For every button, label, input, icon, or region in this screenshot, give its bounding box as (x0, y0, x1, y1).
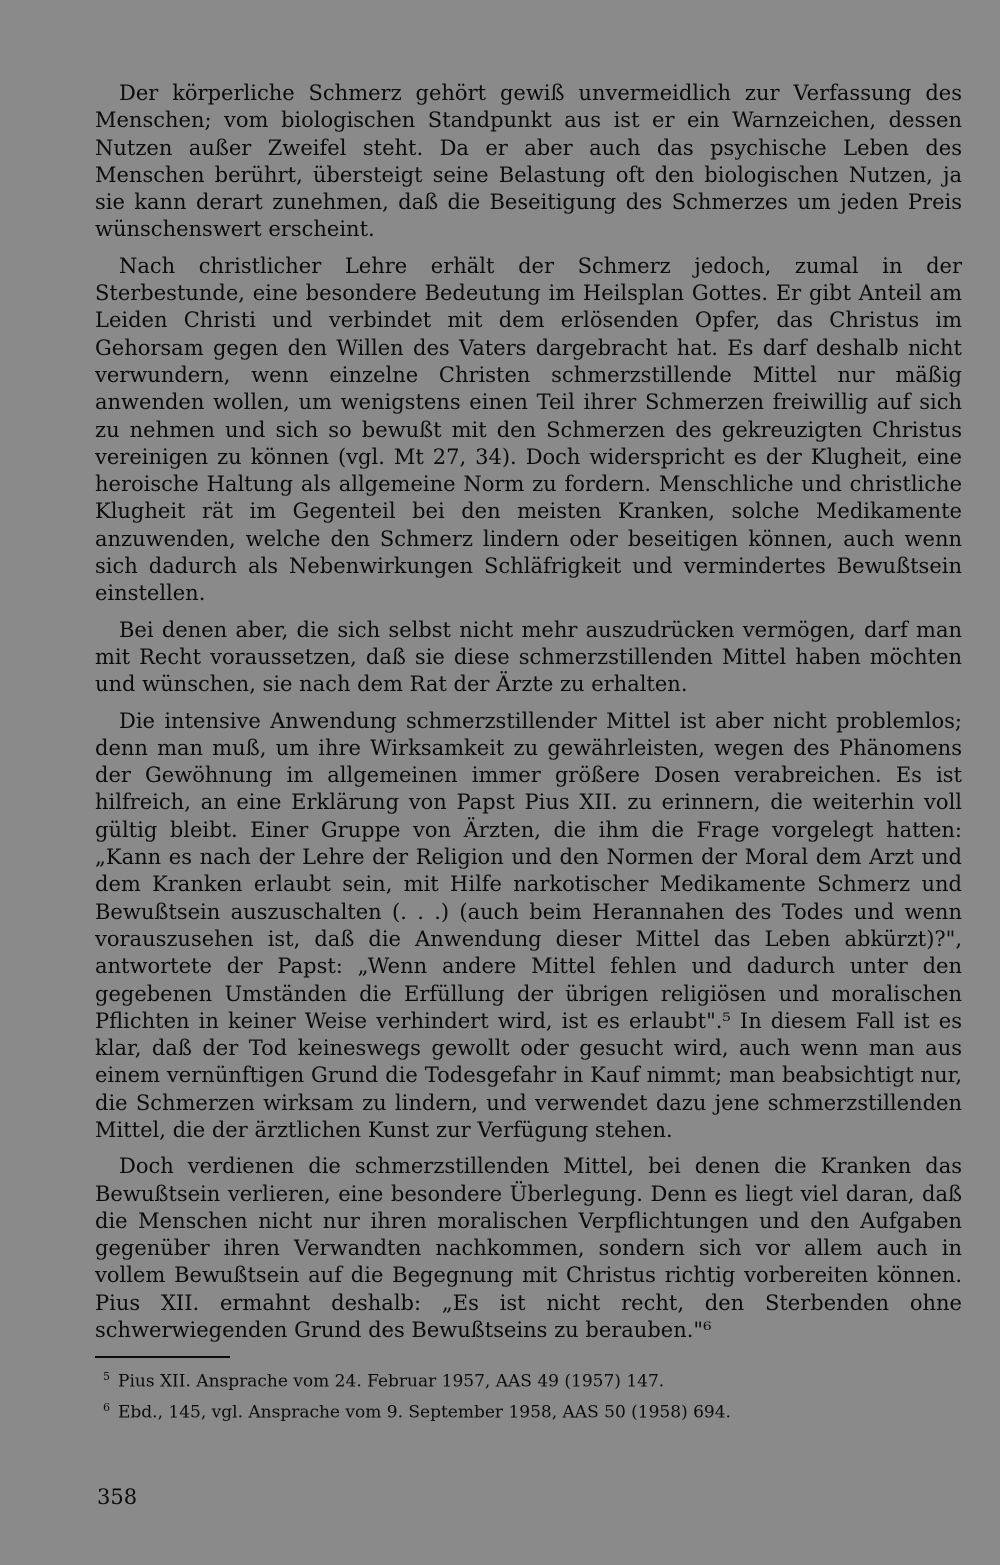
footnote-5 (103, 1364, 962, 1395)
footnote-divider (95, 1356, 230, 1358)
footnote-6 (103, 1395, 962, 1426)
page-body (95, 80, 962, 1426)
footnote-mark: 6 (103, 1401, 110, 1415)
paragraph-4: Die intensive Anwendung schmerzstillender Mittel ist aber nicht problemlos; denn man muß, um ihre Wirksamkeit zu gewährleisten, wegen des Phänomens der Gewöhnung im allgemeinen immer größere Dosen verabreichen. Es ist hilfreich, an eine Erklärung von Papst Pius XII. zu erinnern, die weiterhin voll gültig bleibt. Einer Gruppe von Ärzten, die ihm die Frage vorgelegt hatten: „Kann es nach der Lehre der Religion und den Normen der Moral dem Arzt und dem Kranken erlaubt sein, mit Hilfe narkotischer Medikamente Schmerz und Bewußtsein auszuschalten (. . .) (auch beim Herannahen des Todes und wenn vorauszusehen ist, daß die Anwendung dieser Mittel das Leben abkürzt)?", antwortete der Papst: „Wenn andere Mittel fehlen und dadurch unter den gegebenen Umständen die Erfüllung der übrigen religiösen und moralischen Pflichten in keiner Weise verhindert wird, ist es erlaubt".⁵ In diesem Fall ist es klar, daß der Tod keineswegs gewollt oder gesucht wird, auch wenn man aus einem vernünftigen Grund die Todesgefahr in Kauf nimmt; man beabsichtigt nur, die Schmerzen wirksam zu lindern, und verwendet dazu jene schmerzstillenden Mittel, die der ärztlichen Kunst zur Verfügung stehen. (95, 708, 962, 1142)
paragraph-3: Bei denen aber, die sich selbst nicht mehr auszudrücken vermögen, darf man mit Recht voraussetzen, daß sie diese schmerzstillenden Mittel haben möchten und wünschen, sie nach dem Rat der Ärzte zu erhalten. (95, 617, 962, 697)
footnote-mark: 5 (103, 1370, 110, 1384)
paragraph-2: Nach christlicher Lehre erhält der Schmerz jedoch, zumal in der Sterbestunde, eine besondere Bedeutung im Heilsplan Gottes. Er gibt Anteil am Leiden Christi und verbindet mit dem erlösenden Opfer, das Christus im Gehorsam gegen den Willen des Vaters dargebracht hat. Es darf deshalb nicht verwundern, wenn einzelne Christen schmerzstillende Mittel nur mäßig anwenden wollen, um wenigstens einen Teil ihrer Schmerzen freiwillig auf sich zu nehmen und sich so bewußt mit den Schmerzen des gekreuzigten Christus vereinigen zu können (vgl. Mt 27, 34). Doch widerspricht es der Klugheit, eine heroische Haltung als allgemeine Norm zu fordern. Menschliche und christliche Klugheit rät im Gegenteil bei den meisten Kranken, solche Medikamente anzuwenden, welche den Schmerz lindern oder beseitigen können, auch wenn sich dadurch als Nebenwirkungen Schläfrigkeit und vermindertes Bewußtsein einstellen. (95, 253, 962, 606)
footnote-text: Ebd., 145, vgl. Ansprache vom 9. September 1958, AAS 50 (1958) 694. (118, 1402, 731, 1423)
footnote-text: Pius XII. Ansprache vom 24. Februar 1957, AAS 49 (1957) 147. (118, 1372, 665, 1393)
paragraph-1: Der körperliche Schmerz gehört gewiß unvermeidlich zur Verfassung des Menschen; vom biologischen Standpunkt aus ist er ein Warnzeichen, dessen Nutzen außer Zweifel steht. Da er aber auch das psychische Leben des Menschen berührt, übersteigt seine Belastung oft den biologischen Nutzen, ja sie kann derart zunehmen, daß die Beseitigung des Schmerzes um jeden Preis wünschenswert erscheint. (95, 81, 962, 242)
paragraph-5: Doch verdienen die schmerzstillenden Mittel, bei denen die Kranken das Bewußtsein verlieren, eine besondere Überlegung. Denn es liegt viel daran, daß die Menschen nicht nur ihren moralischen Verpflichtungen und den Aufgaben gegenüber ihren Verwandten nachkommen, sondern sich vor allem auch in vollem Bewußtsein auf die Begegnung mit Christus richtig vorbereiten können. Pius XII. ermahnt deshalb: „Es ist nicht recht, den Sterbenden ohne schwerwiegenden Grund des Bewußtseins zu berauben."⁶ (95, 1154, 962, 1343)
page-number: 358 (97, 1485, 138, 1509)
